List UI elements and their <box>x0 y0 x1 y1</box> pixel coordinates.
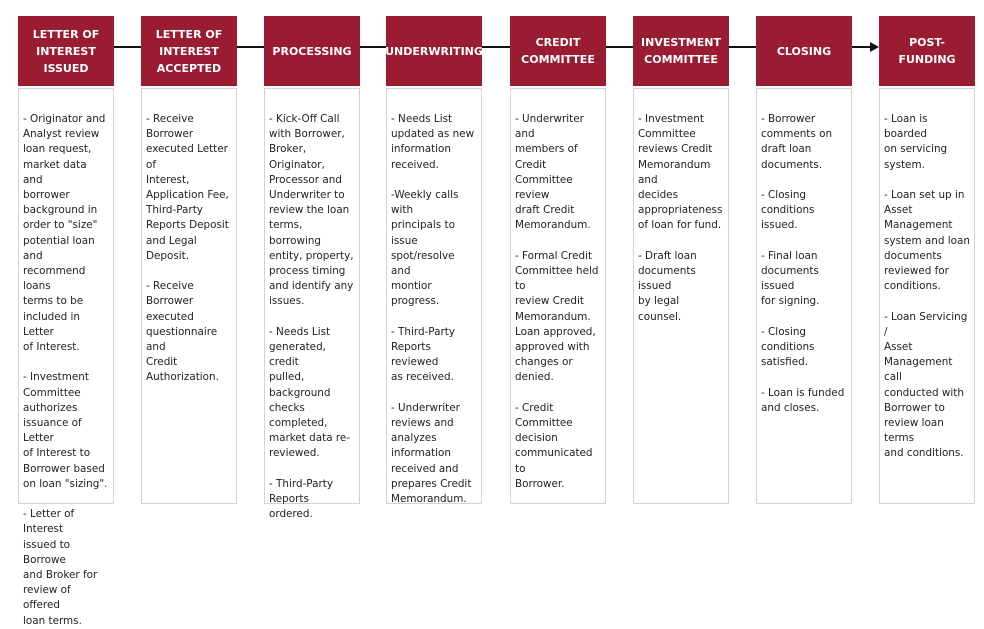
stage-header <box>879 16 975 86</box>
stage-detail-item: - Borrower comments on draft loan documents. <box>761 113 833 171</box>
stage-title: INVESTMENT COMMITTEE <box>641 36 721 66</box>
stage-detail-item: - Loan set up in Asset Management system and loan documents reviewed for conditions. <box>884 189 970 293</box>
stage-title: PROCESSING <box>272 44 352 58</box>
stage-detail-item: - Loan is funded and closes. <box>761 386 845 414</box>
stage-title: LETTER OF INTEREST ACCEPTED <box>155 27 223 75</box>
stage-header <box>264 16 360 86</box>
stage-details-box <box>633 88 729 504</box>
stage-detail-item: - Receive Borrower executed Letter of Interest, Application Fee, Third-Party Reports Deposit and Legal Deposit. <box>146 113 229 262</box>
stage-header <box>756 16 852 86</box>
stage-detail-item: - Needs List generated, credit pulled, background checks completed, market data re- reviewed. <box>269 325 351 460</box>
stage-header <box>386 16 482 86</box>
stage-detail-item: - Third-Party Reports ordered. <box>269 477 333 521</box>
stage-details-box <box>879 88 975 504</box>
stage-details-box <box>264 88 360 521</box>
stage-detail-item: - Underwriter and members of Credit Committee review draft Credit Memorandum. <box>515 113 591 232</box>
stage-details-box <box>756 88 852 504</box>
stage-detail-item: - Receive Borrower executed questionnaire and Credit Authorization. <box>146 280 219 384</box>
stage-detail-item: - Originator and Analyst review loan request, market data and borrower background in order to "size" potential loan and recommend loans terms to be included in Letter of Interest. <box>23 113 106 354</box>
stage-detail-item: - Needs List updated as new information received. <box>391 113 475 171</box>
stage-title: LETTER OF INTEREST ISSUED <box>32 27 100 75</box>
stage-detail-item: - Letter of Interest issued to Borrowe and Broker for review of offered loan terms. <box>23 508 98 627</box>
stage-details-box <box>141 88 237 504</box>
stage-title: CLOSING <box>776 44 832 58</box>
stage-title: UNDERWRITING <box>385 44 483 58</box>
stage-title: CREDIT COMMITTEE <box>521 36 595 66</box>
stage-header <box>141 16 237 86</box>
stage-title: POST-FUNDING <box>898 36 956 66</box>
stage-detail-item: - Closing conditions issued. <box>761 189 815 232</box>
stage-details-box <box>510 88 606 504</box>
stage-header <box>510 16 606 86</box>
flow-arrow-icon <box>870 42 879 52</box>
stage-header <box>18 16 114 86</box>
stage-detail-item: - Investment Committee authorizes issuance of Letter of Interest to Borrower based on loan "sizing". <box>23 371 108 490</box>
stage-detail-item: - Formal Credit Committee held to review Credit Memorandum. Loan approved, approved with changes or denied. <box>515 249 599 384</box>
stage-detail-item: - Credit Committee decision communicated to Borrower. <box>515 401 593 490</box>
stage-detail-item: - Final loan documents issued for signing. <box>761 249 820 308</box>
stage-detail-item: - Kick-Off Call with Borrower, Broker, Originator, Processor and Underwriter to review the loan terms, borrowing entity, property, process timing and identify any issues. <box>269 113 354 308</box>
stage-details-box <box>386 88 482 504</box>
stage-detail-item: - Loan Servicing / Asset Management call conducted with Borrower to review loan terms and conditions. <box>884 310 968 460</box>
stage-detail-item: - Investment Committee reviews Credit Memorandum and decides appropriateness of loan for fund. <box>638 113 723 232</box>
stage-detail-item: - Third-Party Reports reviewed as received. <box>391 325 455 384</box>
stage-details-box <box>18 88 114 627</box>
stage-detail-item: - Loan is boarded on servicing system. <box>884 113 948 171</box>
stage-detail-item: - Underwriter reviews and analyzes information received and prepares Credit Memorandum. <box>391 401 472 506</box>
stage-detail-item: - Draft loan documents issued by legal counsel. <box>638 249 697 323</box>
stage-detail-item: - Closing conditions satisfied. <box>761 325 815 369</box>
stage-header <box>633 16 729 86</box>
stage-detail-item: -Weekly calls with principals to issue spot/resolve and montior progress. <box>391 189 459 308</box>
